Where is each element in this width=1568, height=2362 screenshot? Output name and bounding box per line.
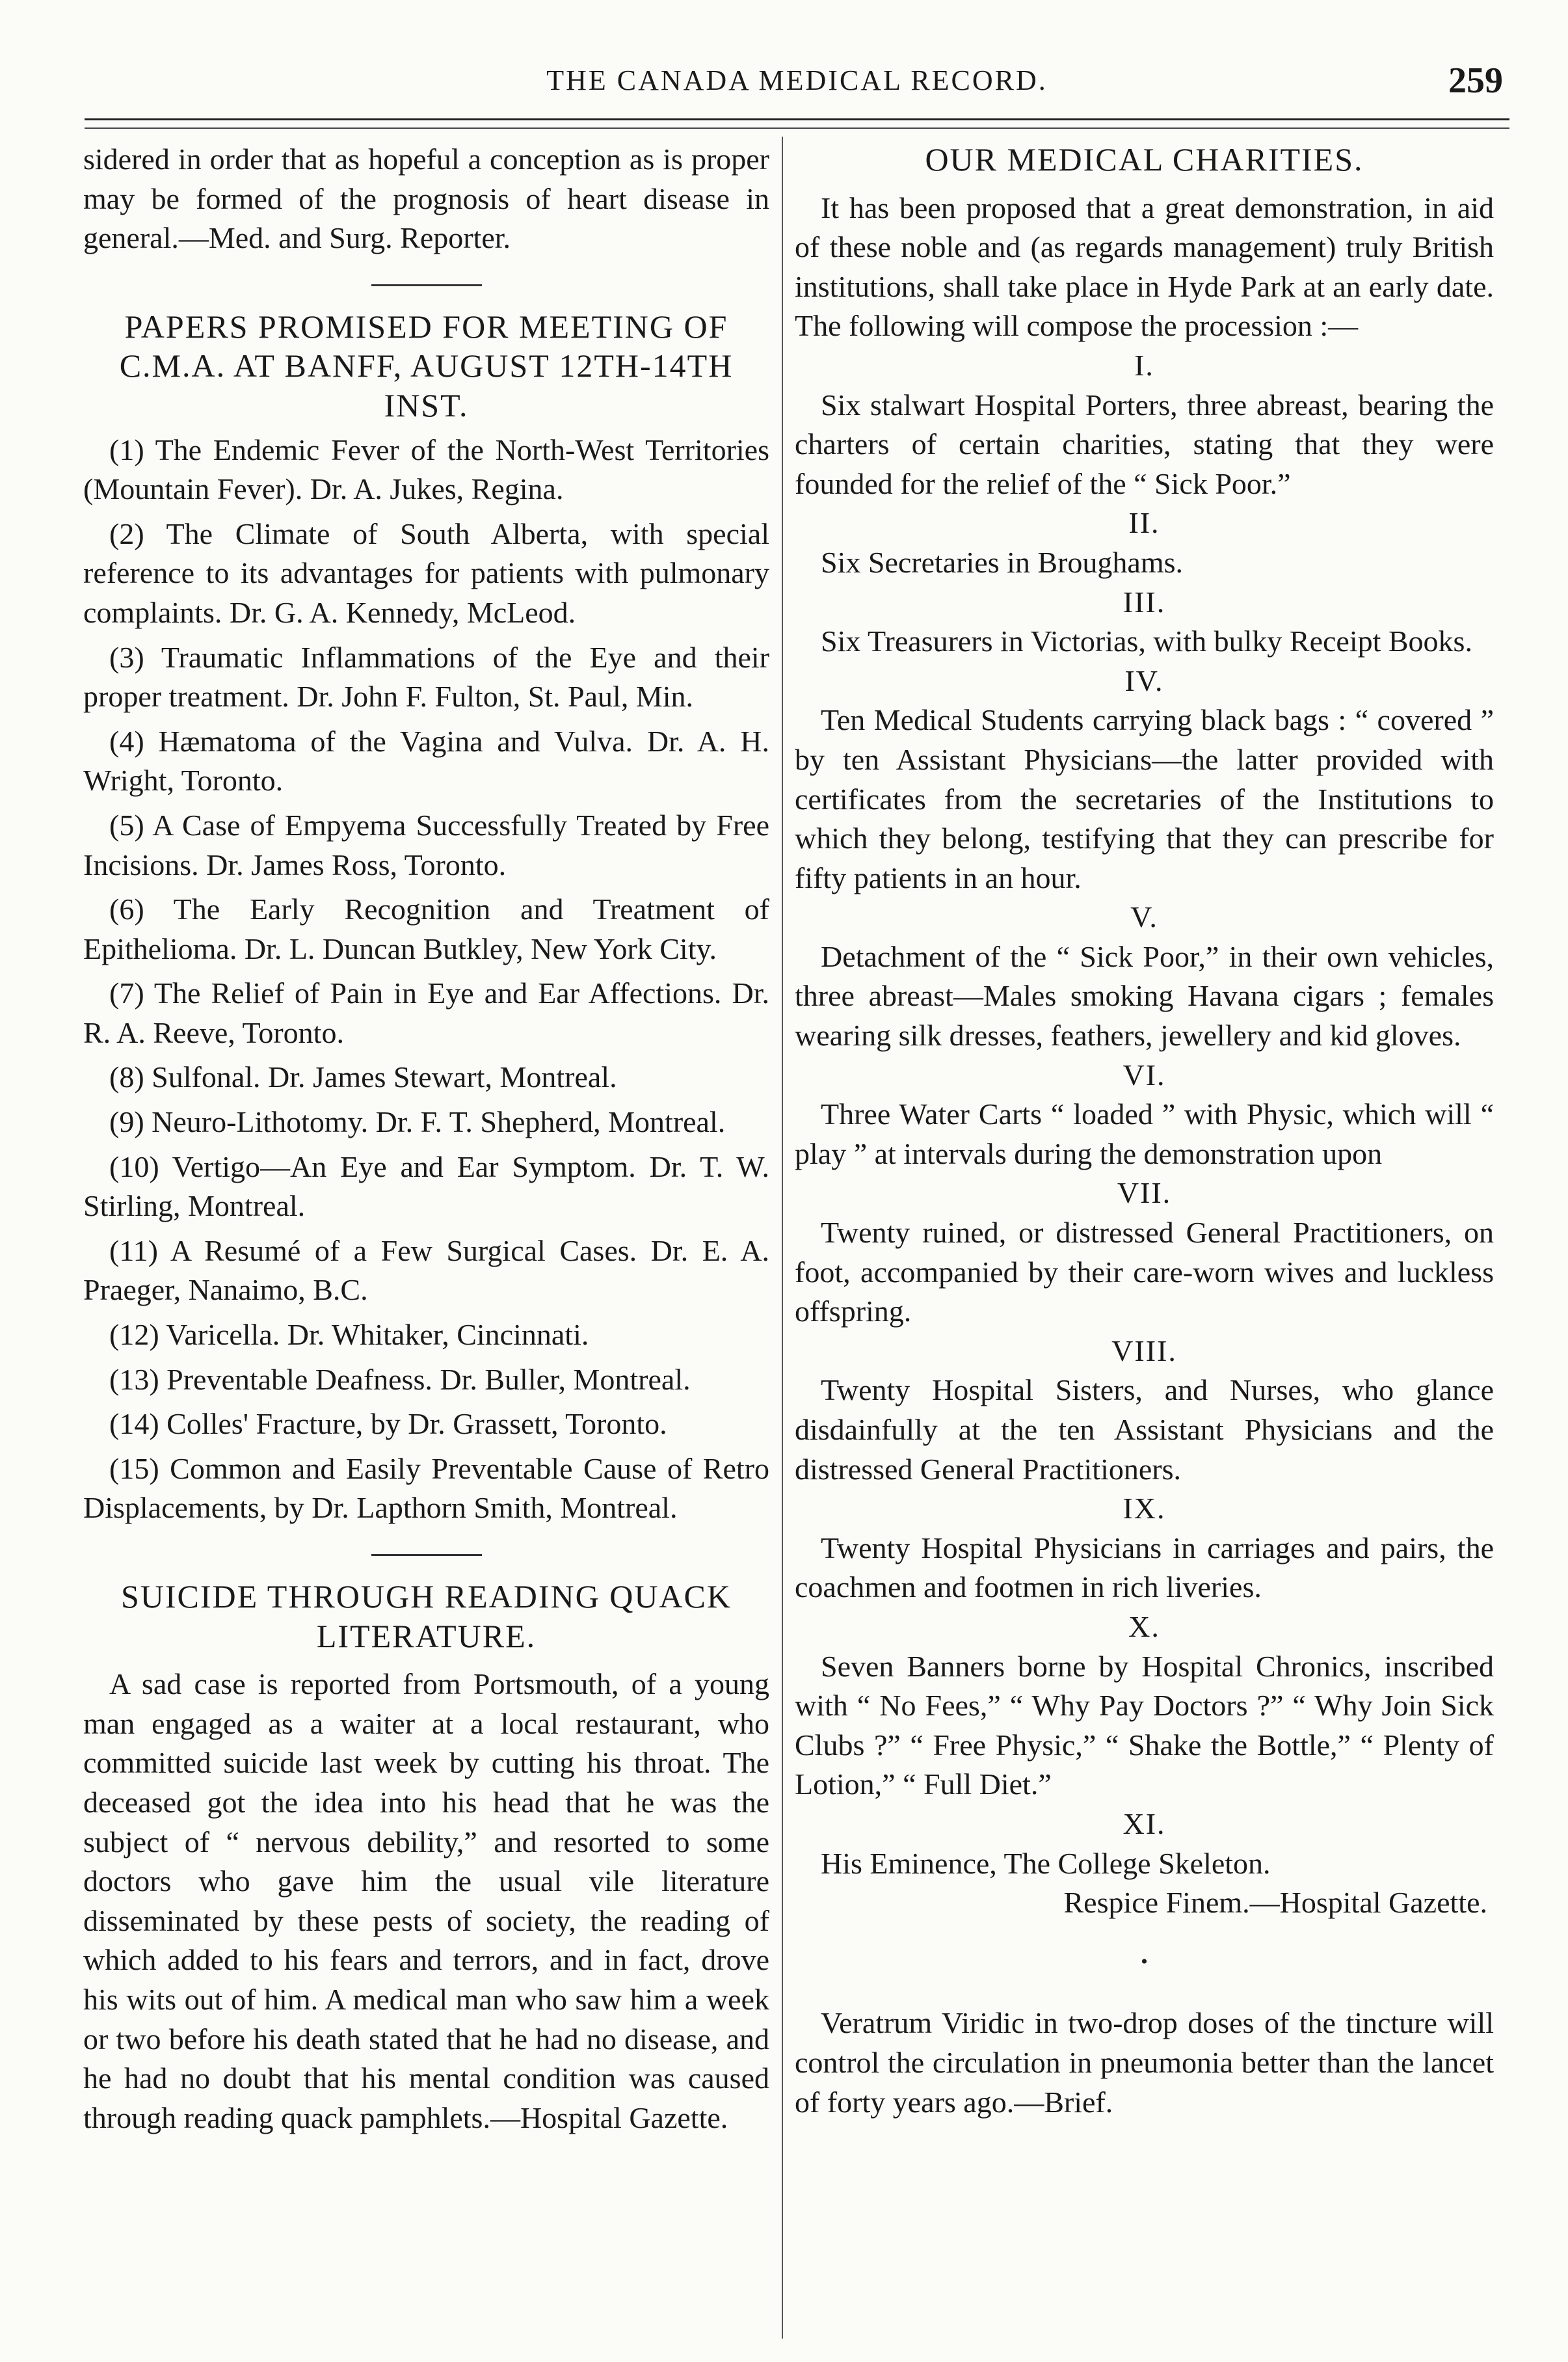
procession-numeral: IV. — [1124, 664, 1164, 697]
procession-numeral: V. — [1130, 900, 1158, 934]
procession-item: Twenty ruined, or distressed General Practitioners, on foot, accompanied by their care-worn wives and luckless offspring. — [795, 1216, 1494, 1328]
charities-intro: It has been proposed that a great demonstration, in aid of these noble and (as regards management) truly British institutions, shall take place in Hyde Park at an early date. The following will compose the procession :— — [795, 191, 1494, 343]
paper-item: (4) Hæmatoma of the Vagina and Vulva. Dr. A. H. Wright, Toronto. — [83, 724, 769, 798]
procession-item: Detachment of the “ Sick Poor,” in their own vehicles, three abreast—Males smoking Havana cigars ; females wearing silk dresses, feathers, jewellery and kid gloves. — [795, 939, 1494, 1053]
paper-item: (5) A Case of Empyema Successfully Treated by Free Incisions. Dr. James Ross, Toronto. — [83, 808, 769, 881]
procession-numeral: XI. — [1123, 1806, 1166, 1840]
paper-item: (11) A Resumé of a Few Surgical Cases. Dr. E. A. Praeger, Nanaimo, B.C. — [83, 1233, 769, 1307]
left-column — [83, 140, 769, 2138]
procession-item: Twenty Hospital Physicians in carriages and pairs, the coachmen and footmen in rich liveries. — [795, 1531, 1494, 1604]
paper-item: (14) Colles' Fracture, by Dr. Grassett, Toronto. — [109, 1407, 667, 1441]
procession-item: Ten Medical Students carrying black bags : “ covered ” by ten Assistant Physicians—the latter provided with certificates from the secretaries of the Institutions to which they belong, testifying that they can prescribe for fifty patients in an hour. — [795, 703, 1494, 894]
procession-numeral: III. — [1123, 585, 1166, 619]
continued-paragraph: sidered in order that as hopeful a conception as is proper may be formed of the prognosis of heart disease in general.—Med. and Surg. Reporter. — [83, 142, 769, 255]
header-rule-lower — [85, 127, 1509, 129]
paper-item: (6) The Early Recognition and Treatment of Epithelioma. Dr. L. Duncan Butkley, New York City. — [83, 892, 769, 965]
procession-numeral: II. — [1128, 506, 1160, 540]
column-divider — [782, 137, 783, 2339]
running-head — [85, 46, 1509, 117]
suicide-heading: SUICIDE THROUGH READING QUACK LITERATURE. — [120, 1578, 732, 1654]
procession-numeral: X. — [1128, 1609, 1160, 1643]
procession-list — [795, 346, 1494, 1883]
procession-numeral: VIII. — [1111, 1334, 1177, 1367]
charities-heading: OUR MEDICAL CHARITIES. — [925, 141, 1364, 178]
paper-item: (10) Vertigo—An Eye and Ear Symptom. Dr. T. W. Stirling, Montreal. — [83, 1149, 769, 1223]
procession-numeral: VI. — [1123, 1058, 1166, 1092]
procession-item: His Eminence, The College Skeleton. — [821, 1846, 1271, 1880]
section-rule — [371, 1554, 482, 1556]
procession-numeral: I. — [1134, 348, 1154, 382]
procession-item: Six Secretaries in Broughams. — [821, 545, 1184, 579]
separator-dot: • — [1141, 1950, 1148, 1972]
header-rule — [85, 118, 1509, 120]
right-column — [795, 140, 1494, 2122]
paper-item: (15) Common and Easily Preventable Cause of Retro Displacements, by Dr. Lapthorn Smith, Montreal. — [83, 1451, 769, 1525]
procession-item: Six stalwart Hospital Porters, three abreast, bearing the charters of certain charities, stating that they were founded for the relief of the “ Sick Poor.” — [795, 388, 1494, 500]
paper-item: (13) Preventable Deafness. Dr. Buller, Montreal. — [109, 1362, 691, 1396]
procession-item: Six Treasurers in Victorias, with bulky Receipt Books. — [821, 624, 1472, 658]
procession-item: Seven Banners borne by Hospital Chronics, inscribed with “ No Fees,” “ Why Pay Doctors ?” “ Why Join Sick Clubs ?” “ Free Physic,” “ Shake the Bottle,” “ Plenty of Lotion,” “ Full Diet.” — [795, 1649, 1494, 1801]
paper-item: (8) Sulfonal. Dr. James Stewart, Montreal. — [109, 1060, 617, 1094]
papers-list — [83, 431, 769, 1528]
paper-item: (2) The Climate of South Alberta, with special reference to its advantages for patients with pulmonary complaints. Dr. G. A. Kennedy, McLeod. — [83, 517, 769, 629]
paper-item: (3) Traumatic Inflammations of the Eye and their proper treatment. Dr. John F. Fulton, St. Paul, Min. — [83, 640, 769, 714]
paper-item: (7) The Relief of Pain in Eye and Ear Affections. Dr. R. A. Reeve, Toronto. — [83, 976, 769, 1049]
journal-title: THE CANADA MEDICAL RECORD. — [546, 64, 1048, 96]
section-rule — [371, 284, 482, 286]
procession-numeral: VII. — [1117, 1176, 1172, 1210]
procession-numeral: IX. — [1123, 1492, 1166, 1525]
procession-item: Twenty Hospital Sisters, and Nurses, who glance disdainfully at the ten Assistant Physicians and the distressed General Practitioners. — [795, 1373, 1494, 1486]
suicide-paragraph: A sad case is reported from Portsmouth, of a young man engaged as a waiter at a local restaurant, who committed suicide last week by cutting his throat. The deceased got the idea into his head that he was the subject of “ nervous debility,” and resorted to some doctors who gave him the usual vile literature disseminated by these pests of society, the reading of which added to his fears and terrors, and in fact, drove his wits out of him. A medical man who saw him a week or two before his death stated that he had no disease, and he had no doubt that his mental condition was caused through reading quack pamphlets.—Hospital Gazette. — [83, 1667, 769, 2134]
paper-item: (1) The Endemic Fever of the North-West Territories (Mountain Fever). Dr. A. Jukes, Regina. — [83, 433, 769, 506]
procession-item: Three Water Carts “ loaded ” with Physic, which will “ play ” at intervals during the demonstration upon — [795, 1097, 1494, 1170]
attribution: Respice Finem.—Hospital Gazette. — [1063, 1886, 1487, 1920]
paper-item: (9) Neuro-Lithotomy. Dr. F. T. Shepherd, Montreal. — [109, 1105, 726, 1139]
papers-heading: PAPERS PROMISED FOR MEETING OF C.M.A. AT BANFF, AUGUST 12TH-14TH INST. — [119, 308, 734, 423]
veratrum-paragraph: Veratrum Viridic in two-drop doses of the tincture will control the circulation in pneumonia better than the lancet of forty years ago.—Brief. — [795, 2006, 1494, 2119]
page-number: 259 — [1448, 60, 1503, 101]
paper-item: (12) Varicella. Dr. Whitaker, Cincinnati. — [109, 1318, 589, 1352]
